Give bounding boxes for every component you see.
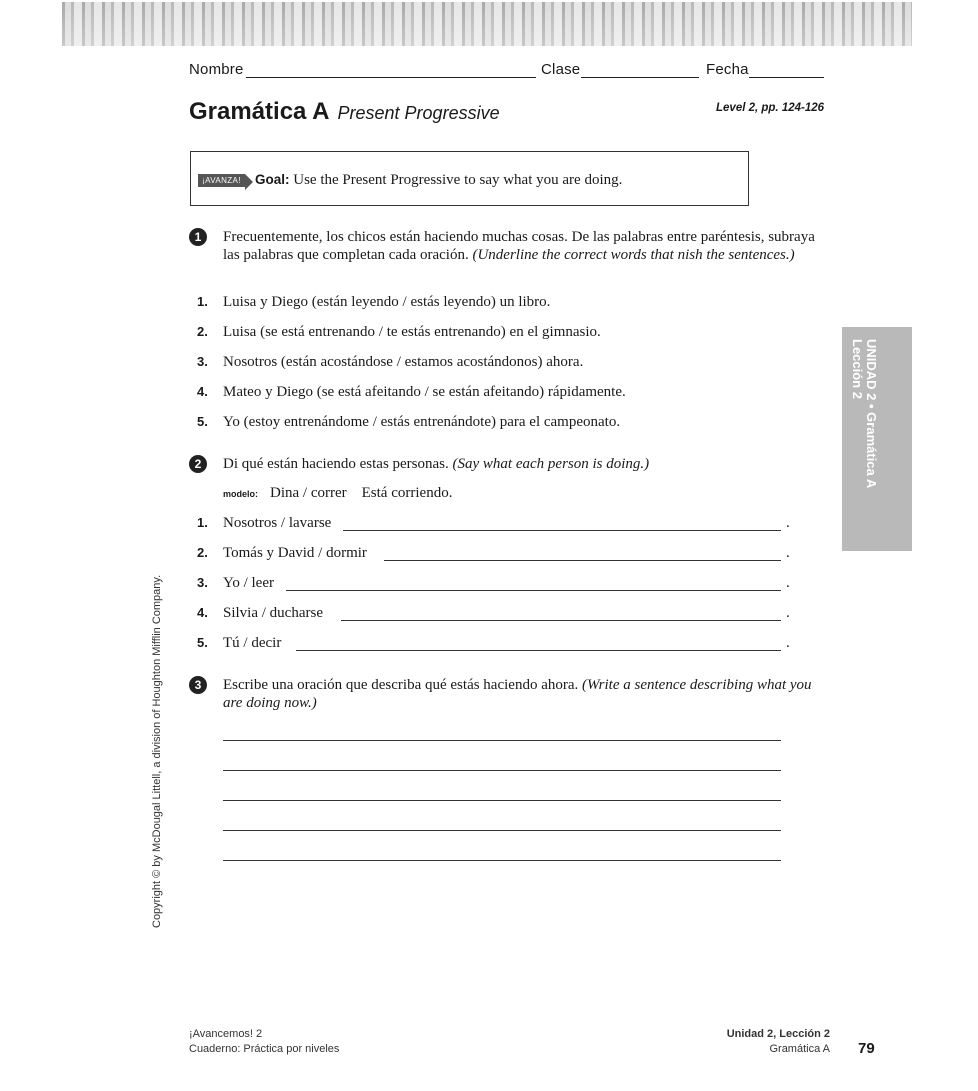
goal-box [190,151,749,206]
period: . [786,605,790,621]
section-2-item [197,545,367,562]
unit-side-tab-text [850,339,878,488]
footer-section: Gramática A [769,1043,830,1055]
modelo-example [223,485,452,502]
nombre-label: Nombre [189,61,244,78]
section-1-instructions-en: (Underline the correct words that nish the sentences.) [472,247,795,263]
goal-text [255,172,622,189]
period: . [786,515,790,531]
answer-line[interactable] [384,560,781,561]
section-2-item [197,575,274,592]
item-text: Nosotros (están acostándose / estamos acostándonos) ahora. [223,354,584,370]
page-number: 79 [858,1040,875,1057]
answer-line[interactable] [296,650,781,651]
item-number: 2. [197,324,208,339]
title-main: Gramática A [189,98,330,125]
section-2-item [197,635,281,652]
item-number: 2. [197,545,208,560]
item-number: 4. [197,605,208,620]
section-1-number: 1 [189,228,207,246]
section-1-item[interactable] [197,384,626,401]
section-1-instructions-es: Frecuentemente, los chicos están haciendo muchas cosas. De las palabras entre paréntesis, subraya las palabras que completan cada oración. [223,229,815,263]
writing-line[interactable] [223,860,781,861]
modelo-answer: Está corriendo. [361,485,453,501]
copyright-notice: Copyright © by McDougal Littell, a division of Houghton Mifflin Company. [151,574,163,928]
item-text: Yo (estoy entrenándome / estás entrenándote) para el campeonato. [223,414,621,430]
writing-line[interactable] [223,740,781,741]
clase-label: Clase [541,61,581,78]
item-number: 4. [197,384,208,399]
avanza-badge: ¡AVANZA! [198,174,245,187]
item-text: Luisa y Diego (están leyendo / estás leyendo) un libro. [223,294,551,310]
modelo-prompt: Dina / correr [270,485,347,501]
item-number: 3. [197,354,208,369]
item-number: 1. [197,515,208,530]
page-title [189,98,500,126]
footer-unit: Unidad 2, Lección 2 [726,1028,830,1040]
item-prompt: Tomás y David / dormir [223,545,367,561]
section-3-number: 3 [189,676,207,694]
section-1-item[interactable] [197,294,550,311]
side-tab-line-1: UNIDAD 2 • Gramática A [864,339,879,489]
section-1-item[interactable] [197,324,601,341]
clase-field[interactable] [581,77,699,78]
item-number: 1. [197,294,208,309]
nombre-field[interactable] [246,77,536,78]
item-number: 5. [197,414,208,429]
section-2-instructions-es: Di qué están haciendo estas personas. [223,456,449,472]
section-1-instructions [223,228,823,264]
goal-label: Goal: [255,172,290,187]
period: . [786,545,790,561]
period: . [786,635,790,651]
section-2-item [197,605,323,622]
level-reference: Level 2, pp. 124-126 [716,102,825,114]
item-prompt: Tú / decir [223,635,282,651]
footer-book-title: ¡Avancemos! 2 [189,1028,263,1040]
item-number: 5. [197,635,208,650]
fecha-label: Fecha [706,61,749,78]
section-2-number: 2 [189,455,207,473]
goal-description: Use the Present Progressive to say what you are doing. [293,172,623,188]
section-3-instructions-es: Escribe una oración que describa qué estás haciendo ahora. [223,677,579,693]
fecha-field[interactable] [749,77,824,78]
writing-line[interactable] [223,800,781,801]
title-sub: Present Progressive [337,103,500,123]
item-number: 3. [197,575,208,590]
writing-line[interactable] [223,830,781,831]
writing-line[interactable] [223,770,781,771]
section-3-instructions-en: (Write a sentence describing what you are doing now.) [223,677,812,711]
section-1-item[interactable] [197,354,583,371]
footer-book-subtitle: Cuaderno: Práctica por niveles [189,1043,340,1055]
section-1-item[interactable] [197,414,620,431]
answer-line[interactable] [343,530,781,531]
item-prompt: Yo / leer [223,575,274,591]
side-tab-line-2: Lección 2 [850,339,865,399]
item-prompt: Silvia / ducharse [223,605,323,621]
item-prompt: Nosotros / lavarse [223,515,332,531]
section-2-item [197,515,331,532]
section-2-instructions-en: (Say what each person is doing.) [452,456,650,472]
section-2-instructions [223,455,823,473]
answer-line[interactable] [286,590,781,591]
modelo-label: modelo: [223,489,258,499]
decorative-banner [62,2,912,46]
answer-line[interactable] [341,620,781,621]
section-3-instructions [223,676,813,712]
item-text: Mateo y Diego (se está afeitando / se están afeitando) rápidamente. [223,384,626,400]
item-text: Luisa (se está entrenando / te estás entrenando) en el gimnasio. [223,324,601,340]
period: . [786,575,790,591]
